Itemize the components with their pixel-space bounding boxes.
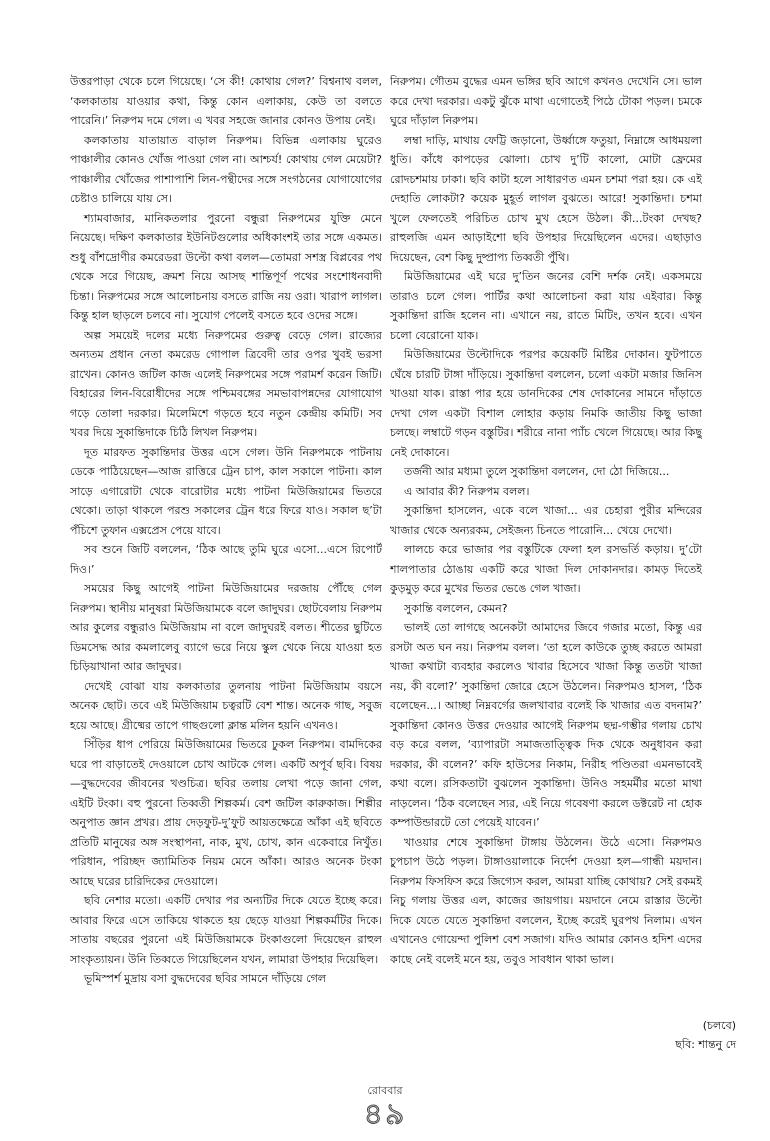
paragraph: লম্বা দাড়ি, মাথায় ফেট্টি জড়ানো, উর্ধ্বাঙ্গে ফতুয়া, নিম্নাঙ্গে আধময়লা ধুতি। কাঁধে কাপড়ের ঝোলা। চোখ দু’টি কালো, মোটা ফ্রেমের রোদচশমায় ঢাকা। ছবি কাটা হলে সাধারণত এমন চশমা পরা হয়। কে এই দেহাতি লোকটা? কয়েক মুহূর্ত লাগল বুঝতে। আরে! সুকান্তিদা। চশমা খুলে ফেলতেই পরিচিত চোখ মুখ হেসে উঠল। কী...টংকা দেখছ? রাহুলজি এমন আড়াইশো ছবি উপহার দিয়েছিলেন এদের। এছাড়াও দিয়েছেন, বেশ কিছু দুষ্প্রাপ্য তিব্বতী পুঁথি। xyxy=(390,133,702,264)
paragraph: কলকাতায় যাতায়াত বাড়াল নিরুপম। বিভিন্ন এলাকায় ঘুরেও পাঞ্চালীর কোনও খোঁজ পাওয়া গেল না। আশ্চর্য! কোথায় গেল মেয়েটা? পাঞ্চালীর খোঁজের পাশাপাশি লিন-পন্থীদের সঙ্গে সংগঠনের যোগাযোগের চেষ্টাও চালিয়ে যায় সে। xyxy=(70,133,382,205)
paragraph: মিউজিয়ামের উল্টোদিকে পরপর কয়েকটি মিষ্টির দোকান। ফুটপাতে ঘেঁষে চারটি টাঙ্গা দাঁড়িয়ে। সুকান্তিদা বললেন, চলো একটা মজার জিনিস খাওয়া যাক। রাস্তা পার হয়ে ডানদিকের শেষ দোকানের সামনে দাঁড়াতে দেখা গেল একটা বিশাল লোহার কড়ায় নিমকি জাতীয় কিছু ভাজা চলছে। লম্বাটে গড়ন বস্তুটির। শরীরে নানা প্যাঁচ খেলে গিয়েছে। আর কিছু নেই দোকানে। xyxy=(390,348,702,459)
paragraph: অল্প সময়েই দলের মধ্যে নিরুপমের গুরুত্ব বেড়ে গেল। রাজ্যের অন্যতম প্রধান নেতা কমরেড গোপাল ত্রিবেদী তার ওপর খুবই ভরসা রাখেন। কোনও জটিল কাজ এলেই নিরুপমের সঙ্গে পরামর্শ করেন জিটি। বিহারের লিন-বিরোধীদের সঙ্গে পশ্চিমবঙ্গের সমভাবাপন্নদের যোগাযোগ গড়ে তোলা দরকার। মিলেমিশে গড়তে হবে নতুন কেন্দ্রীয় কমিটি। সব খবর দিয়ে সুকান্তিদাকে চিঠি লিখল নিরুপম। xyxy=(70,328,382,439)
article-credits xyxy=(596,1016,736,1054)
right-text-column xyxy=(390,72,702,1022)
paragraph: সিঁড়ির ধাপ পেরিয়ে মিউজিয়ামের ভিতরে ঢুকল নিরুপম। বামদিকের ঘরে পা বাড়াতেই দেওয়ালে চোখ আটকে গেল। একটি অপূর্ব ছবি। বিষয়—বুদ্ধদেবের জীবনের খণ্ডচিত্র। ছবির তলায় লেখা পড়ে জানা গেল, এইটি টংকা। বহু পুরনো তিব্বতী শিল্পকর্ম। বেশ জটিল কারুকাজ। শিল্পীর অনুপাত জ্ঞান প্রখর। প্রায় দেড়ফুট-দু’ফুট আয়তক্ষেত্রে আঁকা এই ছবিতে প্রতিটি মানুষের অঙ্গ সংস্থাপনা, নাক, মুখ, চোখ, কান একেবারে নিখুঁত। পরিধান, পরিচ্ছদ জ্যামিতিক নিয়ম মেনে আঁকা। আরও অনেক টংকা আছে ঘরের চারিদিকের দেওয়ালে। xyxy=(70,738,382,888)
paragraph: দূত মারফত সুকান্তিদার উত্তর এসে গেল। উনি নিরুপমকে পাটনায় ডেকে পাঠিয়েছেন—আজ রাত্তিরে ট্রেন চাপ, কাল সকালে পাটনা। কাল সাড়ে এগারোটা থেকে বারোটার মধ্যে পাটনা মিউজিয়ামের ভিতরে থেকো। তাড়া থাকলে পরশু সকালের ট্রেন ধরে ফিরে যাও। সকাল ছ’টা পঁচিশে তুফান এক্সপ্রেস পেয়ে যাবে। xyxy=(70,445,382,537)
page-footer xyxy=(0,1084,770,1132)
paragraph: শ্যামবাজার, মানিকতলার পুরনো বন্ধুরা নিরুপমের যুক্তি মেনে নিয়েছে। দক্ষিণ কলকাতার ইউনিটগুলোর অধিকাংশই তার সঙ্গে একমত। শুধু বাঁশদ্রোণীর কমরেডরা উল্টো কথা বলল—তোমরা সশস্ত্র বিপ্লবের পথ থেকে সরে গিয়েছ, ক্রমশ নিয়ে আসছ শান্তিপূর্ণ পথের সংশোধনবাদী চিন্তা। নিরুপমের সঙ্গে আলোচনায় বসতে রাজি নয় ওরা। খারাপ লাগল। কিন্তু হাল ছাড়লে চলবে না। সুযোগ পেলেই বসতে হবে ওদের সঙ্গে। xyxy=(70,211,382,322)
paragraph: সুকান্তি বললেন, কেমন? xyxy=(404,601,508,615)
paragraph: সুকান্তিদা হাসলেন, একে বলে খাজা... এর চেহারা পুরীর মন্দিরের খাজার থেকে অন্যরকম, সেইজন্য চিনতে পারোনি... খেয়ে দেখো। xyxy=(390,504,702,537)
paragraph: ভূমিস্পর্শ মুদ্রায় বসা বুদ্ধদেবের ছবির সামনে দাঁড়িয়ে গেল xyxy=(84,972,326,985)
illustration-credit: ছবি: শান্তনু দে xyxy=(675,1038,736,1051)
paragraph: উত্তরপাড়া থেকে চলে গিয়েছে। ‘সে কী! কোথায় গেল?’ বিশ্বনাথ বলল, ‘কলকাতায় যাওয়ার কথা, কিন্তু কোন এলাকায়, কেউ তা বলতে পারেনি।’ নিরুপম দমে গেল। এ খবর সহজে জানার কোনও উপায় নেই। xyxy=(70,75,382,127)
paragraph: সব শুনে জিটি বললেন, ‘ঠিক আছে তুমি ঘুরে এসো...এসে রিপোর্ট দিও।’ xyxy=(70,543,382,576)
paragraph: সময়ের কিছু আগেই পাটনা মিউজিয়ামের দরজায় পৌঁছে গেল নিরুপম। স্থানীয় মানুষরা মিউজিয়ামকে বলে জাদুঘর। ছোটবেলায় নিরুপম আর কুলের বন্ধুরাও মিউজিয়াম না বলে জাদুঘরই বলত। শীতের ছুটিতে ডিমসেদ্ধ আর কমলালেবু ব্যাগে ভরে নিয়ে স্কুল থেকে নিয়ে যাওয়া হত চিড়িয়াখানা আর জাদুঘর। xyxy=(70,582,382,673)
continued-label: (চলবে) xyxy=(702,1019,736,1032)
paragraph: তর্জনী আর মধ্যমা তুলে সুকান্তিদা বললেন, দো ঠো দিজিয়ে... xyxy=(404,465,670,478)
paragraph: খাওয়ার শেষে সুকান্তিদা টাঙ্গায় উঠলেন। উঠে এসো। নিরুপমও চুপচাপ উঠে পড়ল। টাঙ্গাওয়ালাকে নির্দেশ দেওয়া হল—গান্ধী ময়দান। নিরুপম ফিসফিস করে জিগ্যেস করল, আমরা যাচ্ছি কোথায়? সেই রকমই নিচু গলায় উত্তর এল, কাজের জায়গায়। ময়দানে নেমে রাস্তার উল্টো দিকে যেতে যেতে সুকান্তিদা বললেন, ইচ্ছে করেই ঘুরপথ নিলাম। এখন এখানেও গোয়েন্দা পুলিশ বেশ সজাগ। যদিও আমার কোনও হদিশ এদের কাছে নেই বলেই মনে হয়, তবুও সাবধান থাকা ভাল। xyxy=(390,835,702,966)
paragraph: ছবি নেশার মতো। একটি দেখার পর অন্যটির দিকে যেতে ইচ্ছে করে। আবার ফিরে এসে তাকিয়ে থাকতে হয় ছেড়ে যাওয়া শিল্পকর্মটির দিকে। সাতায় বছরের পুরনো এই মিউজিয়ামকে টংকাগুলো দিয়েছেন রাহুল সাংকৃত্যায়ন। উনি তিব্বতে গিয়েছিলেন যখন, লামারা উপহার দিয়েছিল। xyxy=(70,894,382,966)
magazine-name: রোববার xyxy=(367,1084,403,1097)
paragraph: লালচে করে ভাজার পর বস্তুটিকে ফেলা হল রসভর্তি কড়ায়। দু’টো শালপাতার ঠোঙায় একটি করে খাজা দিল দোকানদার। কামড় দিতেই কুড়মুড় করে মুখের ভিতর ভেঙে গেল খাজা। xyxy=(390,543,702,595)
paragraph: ভালই তো লাগছে অনেকটা আমাদের জিবে গজার মতো, কিন্তু এর রসটা অত ঘন নয়। নিরুপম বলল। ‘তা হলে কাউকে তুচ্ছ করতে আমরা খাজা কথাটা ব্যবহার করলেও খাবার হিসেবে খাজা কিন্তু ততটা খাজা নয়, কী বলো?’ সুকান্তিদা জোরে হেসে উঠলেন। নিরুপমও হাসল, ‘ঠিক বলেছেন...। আচ্ছা নিম্নবর্গের জলখাবার বলেই কি খাজার এত বদনাম?’ সুকান্তিদা কোনও উত্তর দেওয়ার আগেই নিরুপম ছদ্ম-গম্ভীর গলায় চোখ বড় করে বলল, ‘ব্যাপারটা সমাজতাত্ত্বিক দিক থেকে অনুধাবন করা দরকার, কী বলেন?’ কফি হাউসের নিকাম, নিরীহ পণ্ডিতরা এমনভাবেই কথা বলে। রসিকতাটা বুঝলেন সুকান্তিদা। উনিও সহমর্মীর মতো মাথা নাড়লেন। ‘ঠিক বলেছেন স্যর, এই নিয়ে গবেষণা করলে ডক্টরেট না হোক কম্পাউন্ডারটে তো পেয়েই যাবেন।’ xyxy=(390,621,702,829)
paragraph: এ আবার কী? নিরুপম বলল। xyxy=(404,484,530,498)
left-text-column xyxy=(70,72,382,1022)
paragraph: দেখেই বোঝা যায় কলকাতার তুলনায় পাটনা মিউজিয়াম বয়সে অনেক ছোট। তবে এই মিউজিয়াম চত্বরটি বেশ শান্ত। অনেক গাছ, সবুজ হয়ে আছে। গ্রীষ্মের তাপে গাছগুলো ক্লান্ত মলিন হয়নি এখনও। xyxy=(70,679,382,732)
paragraph: মিউজিয়ামের এই ঘরে দু’তিন জনের বেশি দর্শক নেই। একসময়ে তারাও চলে গেল। পার্টির কথা আলোচনা করা যায় এইবার। কিন্তু সুকান্তিদা রাজি হলেন না। এখানে নয়, রাতে মিটিং, তখন হবে। এখন চলো বেরোনো যাক। xyxy=(390,270,702,342)
page-number: ৪৯ xyxy=(363,1097,407,1132)
paragraph: নিরুপম। গৌতম বুদ্ধের এমন ভঙ্গির ছবি আগে কখনও দেখেনি সে। ভাল করে দেখা দরকার। একটু ঝুঁকে মাথা এগোতেই পিঠে টোকা পড়ল। চমকে ঘুরে দাঁড়াল নিরুপম। xyxy=(390,75,702,127)
